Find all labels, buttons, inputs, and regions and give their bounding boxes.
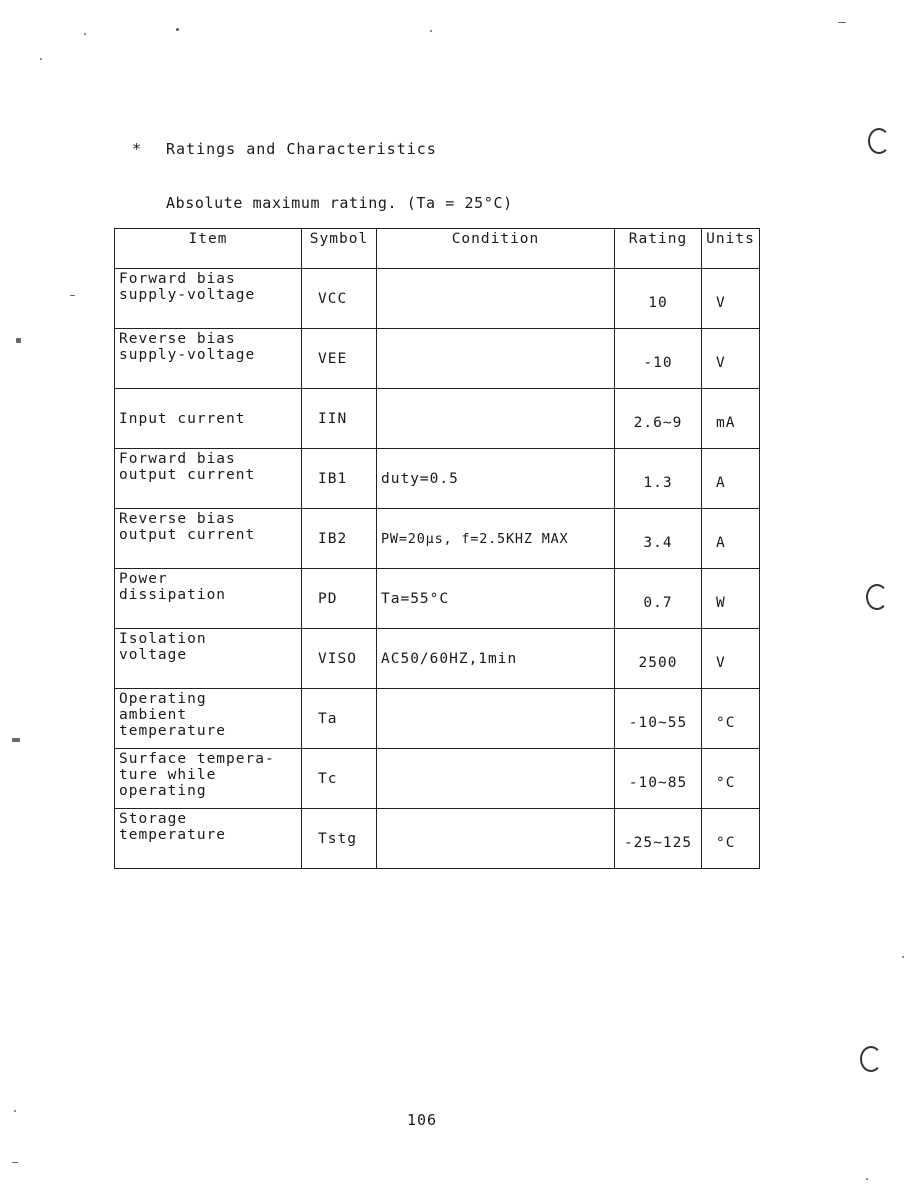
symbol-cell: VCC [302,269,377,329]
rating-cell: -25~125 [615,809,702,869]
condition-cell [377,329,615,389]
condition-cell: PW=20μs, f=2.5KHZ MAX [377,509,615,569]
table-row [115,629,760,689]
scan-speck [16,338,21,343]
condition-cell [377,389,615,449]
scan-speck [14,1110,16,1112]
scan-speck [12,1162,18,1163]
column-header-condition: Condition [377,229,615,269]
table-row [115,389,760,449]
table-row [115,809,760,869]
units-cell: V [702,269,760,329]
item-cell: Reverse bias output current [115,509,302,569]
units-cell: V [702,329,760,389]
condition-cell [377,269,615,329]
table-row [115,509,760,569]
table-row [115,749,760,809]
condition-cell: AC50/60HZ,1min [377,629,615,689]
symbol-cell: Tc [302,749,377,809]
units-cell: V [702,629,760,689]
rating-cell: 10 [615,269,702,329]
symbol-cell: Ta [302,689,377,749]
symbol-cell: PD [302,569,377,629]
item-cell: Operating ambient temperature [115,689,302,749]
item-cell: Forward bias output current [115,449,302,509]
punch-hole-mark [860,1046,882,1072]
scan-speck [84,33,86,35]
punch-hole-mark [868,128,890,154]
units-cell: °C [702,689,760,749]
rating-cell: -10~85 [615,749,702,809]
symbol-cell: Tstg [302,809,377,869]
symbol-cell: IIN [302,389,377,449]
column-header-symbol: Symbol [302,229,377,269]
scan-speck [176,28,179,31]
units-cell: W [702,569,760,629]
rating-cell: 2.6~9 [615,389,702,449]
scan-speck [430,30,432,32]
column-header-item: Item [115,229,302,269]
punch-hole-mark [866,584,888,610]
symbol-cell: VEE [302,329,377,389]
units-cell: mA [702,389,760,449]
rating-cell: 2500 [615,629,702,689]
table-row [115,569,760,629]
section-heading-text: Ratings and Characteristics [166,140,437,158]
page-number: 106 [407,1111,438,1129]
item-cell: Input current [115,389,302,449]
table-caption: Absolute maximum rating. (Ta = 25°C) [166,194,513,212]
scan-speck [12,738,20,742]
item-cell: Power dissipation [115,569,302,629]
item-cell: Reverse bias supply-voltage [115,329,302,389]
table-row [115,329,760,389]
condition-cell [377,689,615,749]
scan-speck [866,1178,868,1180]
item-cell: Surface tempera- ture while operating [115,749,302,809]
rating-cell: -10~55 [615,689,702,749]
column-header-rating: Rating [615,229,702,269]
table-row [115,269,760,329]
symbol-cell: IB1 [302,449,377,509]
bullet-marker: * [132,140,143,158]
rating-cell: 3.4 [615,509,702,569]
scan-speck [838,22,846,23]
rating-cell: 0.7 [615,569,702,629]
ratings-table [114,228,760,869]
symbol-cell: VISO [302,629,377,689]
table-row [115,689,760,749]
scan-speck [70,295,75,296]
rating-cell: -10 [615,329,702,389]
table-header-row [115,229,760,269]
condition-cell: duty=0.5 [377,449,615,509]
condition-cell [377,749,615,809]
units-cell: °C [702,749,760,809]
item-cell: Isolation voltage [115,629,302,689]
condition-cell: Ta=55°C [377,569,615,629]
units-cell: A [702,449,760,509]
section-heading [132,140,437,158]
condition-cell [377,809,615,869]
column-header-units: Units [702,229,760,269]
symbol-cell: IB2 [302,509,377,569]
scan-speck [902,956,904,958]
item-cell: Storage temperature [115,809,302,869]
scan-speck [40,58,42,60]
table-row [115,449,760,509]
rating-cell: 1.3 [615,449,702,509]
units-cell: A [702,509,760,569]
units-cell: °C [702,809,760,869]
item-cell: Forward bias supply-voltage [115,269,302,329]
